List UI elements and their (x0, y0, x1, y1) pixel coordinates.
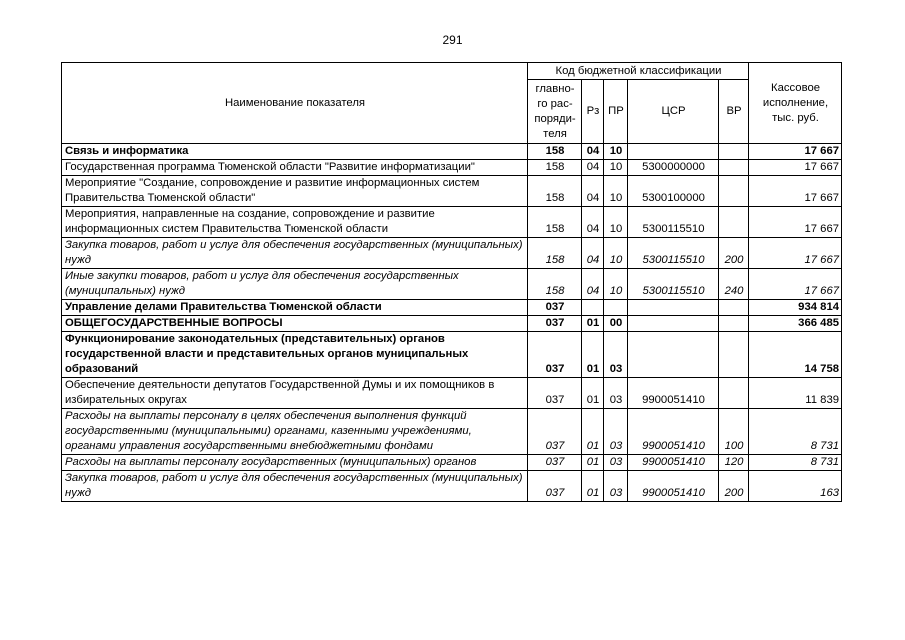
row-amount: 17 667 (749, 144, 842, 160)
row-csr-code: 5300115510 (628, 238, 719, 269)
row-glavn-code: 158 (528, 269, 582, 300)
header-code-group: Код бюджетной классификации (528, 63, 749, 80)
header-csr: ЦСР (628, 80, 719, 144)
header-vr: ВР (719, 80, 749, 144)
row-rz-code: 01 (582, 332, 604, 378)
table-body (62, 144, 842, 502)
row-name: Государственная программа Тюменской области "Развитие информатизации" (62, 160, 528, 176)
row-amount: 17 667 (749, 269, 842, 300)
row-amount: 8 731 (749, 409, 842, 455)
row-amount: 17 667 (749, 176, 842, 207)
row-rz-code: 04 (582, 176, 604, 207)
row-glavn-code: 158 (528, 144, 582, 160)
row-vr-code: 120 (719, 455, 749, 471)
header-pr: ПР (604, 80, 628, 144)
row-csr-code: 9900051410 (628, 471, 719, 502)
row-csr-code: 9900051410 (628, 409, 719, 455)
row-rz-code: 04 (582, 207, 604, 238)
row-amount: 163 (749, 471, 842, 502)
table-row (62, 238, 842, 269)
row-csr-code: 9900051410 (628, 455, 719, 471)
row-name: Обеспечение деятельности депутатов Государственной Думы и их помощников в избирательных округах (62, 378, 528, 409)
row-amount: 17 667 (749, 207, 842, 238)
row-glavn-code: 037 (528, 471, 582, 502)
row-rz-code: 04 (582, 238, 604, 269)
header-rz: Рз (582, 80, 604, 144)
row-name: Связь и информатика (62, 144, 528, 160)
row-pr-code: 00 (604, 316, 628, 332)
row-pr-code: 03 (604, 378, 628, 409)
row-name: Управление делами Правительства Тюменской области (62, 300, 528, 316)
row-pr-code: 03 (604, 455, 628, 471)
row-pr-code: 03 (604, 409, 628, 455)
row-pr-code (604, 300, 628, 316)
row-rz-code (582, 300, 604, 316)
row-name: ОБЩЕГОСУДАРСТВЕННЫЕ ВОПРОСЫ (62, 316, 528, 332)
row-glavn-code: 037 (528, 332, 582, 378)
row-vr-code (719, 207, 749, 238)
row-glavn-code: 158 (528, 176, 582, 207)
table-row (62, 207, 842, 238)
header-glavn: главно-го рас-поряди-теля (528, 80, 582, 144)
row-pr-code: 10 (604, 144, 628, 160)
header-total: Кассовое исполнение, тыс. руб. (749, 63, 842, 144)
table-row (62, 378, 842, 409)
row-csr-code (628, 144, 719, 160)
budget-table (61, 62, 842, 502)
row-glavn-code: 037 (528, 455, 582, 471)
row-vr-code (719, 176, 749, 207)
row-vr-code (719, 300, 749, 316)
row-name: Закупка товаров, работ и услуг для обеспечения государственных (муниципальных) нужд (62, 471, 528, 502)
table-row (62, 332, 842, 378)
table-header (62, 63, 842, 144)
row-rz-code: 04 (582, 160, 604, 176)
row-rz-code: 01 (582, 455, 604, 471)
row-glavn-code: 158 (528, 160, 582, 176)
row-pr-code: 10 (604, 269, 628, 300)
row-name: Расходы на выплаты персоналу государственных (муниципальных) органов (62, 455, 528, 471)
row-rz-code: 01 (582, 378, 604, 409)
row-amount: 14 758 (749, 332, 842, 378)
row-name: Иные закупки товаров, работ и услуг для обеспечения государственных (муниципальных) нужд (62, 269, 528, 300)
table-row (62, 176, 842, 207)
row-amount: 8 731 (749, 455, 842, 471)
table-row (62, 455, 842, 471)
row-rz-code: 04 (582, 144, 604, 160)
row-vr-code (719, 144, 749, 160)
row-pr-code: 10 (604, 160, 628, 176)
row-amount: 934 814 (749, 300, 842, 316)
table-row (62, 269, 842, 300)
row-glavn-code: 158 (528, 238, 582, 269)
row-csr-code: 9900051410 (628, 378, 719, 409)
row-csr-code (628, 300, 719, 316)
row-csr-code: 5300100000 (628, 176, 719, 207)
row-name: Расходы на выплаты персоналу в целях обеспечения выполнения функций государственными (муниципальными) органами, казенными учреждениями, органами управления государственными внебюджетными фондами (62, 409, 528, 455)
row-amount: 11 839 (749, 378, 842, 409)
row-vr-code: 240 (719, 269, 749, 300)
table-row (62, 316, 842, 332)
row-rz-code: 04 (582, 269, 604, 300)
row-vr-code (719, 316, 749, 332)
row-pr-code: 03 (604, 332, 628, 378)
row-pr-code: 10 (604, 238, 628, 269)
row-csr-code: 5300115510 (628, 269, 719, 300)
row-pr-code: 10 (604, 176, 628, 207)
row-glavn-code: 037 (528, 316, 582, 332)
row-glavn-code: 037 (528, 378, 582, 409)
table-row (62, 144, 842, 160)
row-vr-code (719, 378, 749, 409)
row-glavn-code: 158 (528, 207, 582, 238)
table-row (62, 471, 842, 502)
row-rz-code: 01 (582, 316, 604, 332)
row-glavn-code: 037 (528, 409, 582, 455)
table-row (62, 300, 842, 316)
row-name: Закупка товаров, работ и услуг для обеспечения государственных (муниципальных) нужд (62, 238, 528, 269)
row-glavn-code: 037 (528, 300, 582, 316)
row-name: Мероприятие "Создание, сопровождение и развитие информационных систем Правительства Тюменской области" (62, 176, 528, 207)
row-csr-code: 5300115510 (628, 207, 719, 238)
row-vr-code (719, 160, 749, 176)
row-amount: 366 485 (749, 316, 842, 332)
row-vr-code: 200 (719, 238, 749, 269)
table-row (62, 160, 842, 176)
row-csr-code (628, 332, 719, 378)
row-rz-code: 01 (582, 409, 604, 455)
row-rz-code: 01 (582, 471, 604, 502)
row-name: Функционирование законодательных (представительных) органов государственной власти и представительных органов муниципальных образований (62, 332, 528, 378)
row-vr-code: 200 (719, 471, 749, 502)
row-pr-code: 10 (604, 207, 628, 238)
header-name: Наименование показателя (62, 63, 528, 144)
row-csr-code: 5300000000 (628, 160, 719, 176)
row-amount: 17 667 (749, 238, 842, 269)
row-name: Мероприятия, направленные на создание, сопровождение и развитие информационных систем Правительства Тюменской области (62, 207, 528, 238)
table-row (62, 409, 842, 455)
page-number: 291 (442, 33, 463, 47)
row-amount: 17 667 (749, 160, 842, 176)
row-csr-code (628, 316, 719, 332)
row-vr-code: 100 (719, 409, 749, 455)
row-pr-code: 03 (604, 471, 628, 502)
row-vr-code (719, 332, 749, 378)
